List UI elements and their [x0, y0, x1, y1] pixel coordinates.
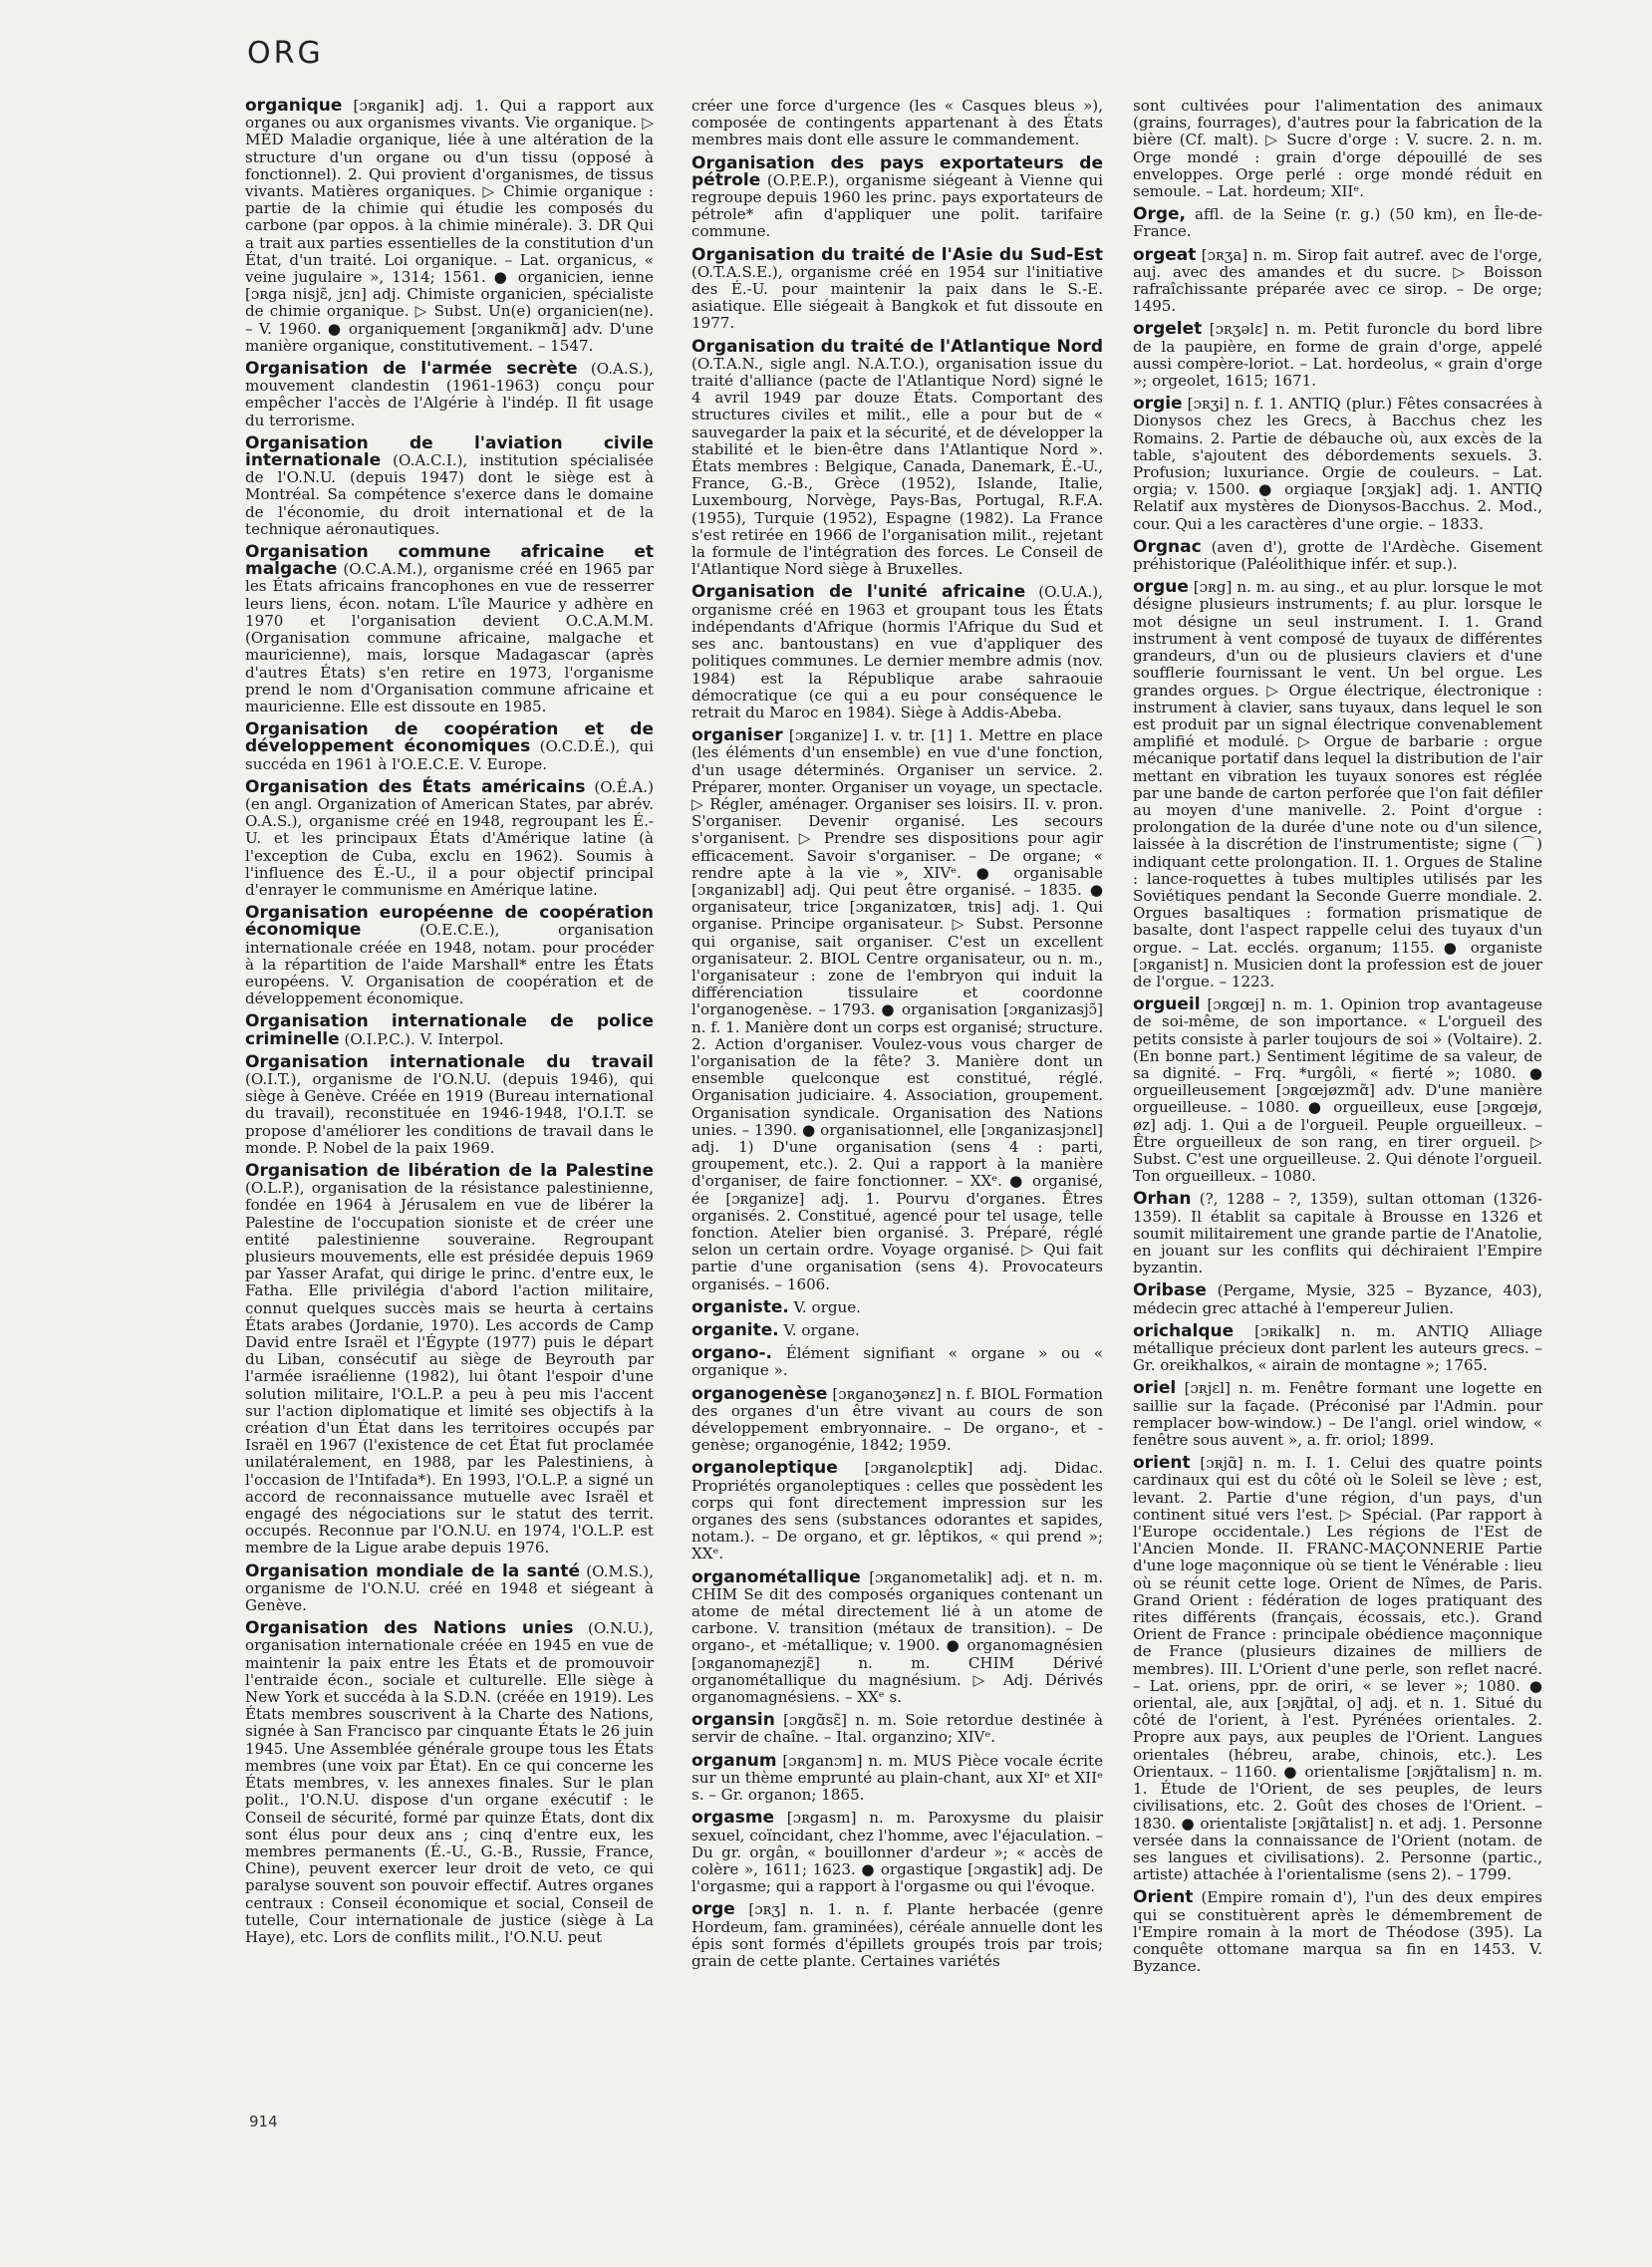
entry-text: [ɔʀgœj] n. m. 1. Opinion trop avantageuse de soi-même, de son importance. « L'orgueil des petits consiste à parler toujours de soi » (Voltaire). 2. (En bonne part.) Sentiment légitime de sa valeur, de sa dignité. – Frq. *urgôli, « fierté »; 1080. ● orgueilleusement [ɔʀgœjøzmɑ̃] adv. D'une manière orgueilleuse. – 1080. ● orgueilleux, euse [ɔʀgœjø, øz] adj. 1. Qui a de l'orgueil. Peuple orgueilleux. – Être orgueilleux de son rang, en tirer orgueil. ▷ Subst. C'est une orgueilleuse. 2. Qui dénote l'orgueil. Ton orgueilleux. – 1080. — [1133, 995, 1542, 1186]
page-number: 914 — [249, 2113, 278, 2130]
entry-text: sont cultivées pour l'alimentation des animaux (grains, fourrages), d'autres pour la fabrication de la bière (Cf. malt). ▷ Sucre d'orge : V. sucre. 2. n. m. Orge mondé : grain d'orge dépouillé de ses enveloppes. Orge perlé : orge mondé réduit en semoule. – Lat. hordeum; XIIᵉ. — [1133, 98, 1542, 201]
dictionary-entry — [1133, 1282, 1542, 1316]
entry-text: Élément signifiant « organe » ou « organique ». — [691, 1344, 1103, 1380]
dictionary-entry — [691, 1750, 1103, 1805]
entry-text: V. orgue. — [788, 1297, 861, 1316]
dictionary-entry — [245, 98, 654, 355]
entry-text: (O.U.A.), organisme créé en 1963 et groupant tous les États indépendants d'Afrique (hormis l'Afrique du Sud et ses anc. bantoustans) en vue d'appliquer des politiques communes. Le dernier membre admis (nov. 1984) est la République arabe sahraouie démocratique (ce qui a eu pour conséquence le retrait du Maroc en 1984). Siège à Addis-Abeba. — [691, 583, 1103, 721]
entry-headword: Organisation de libération de la Palestine — [245, 1160, 654, 1181]
entry-headword: organiser — [691, 725, 783, 746]
entry-headword: organoleptique — [691, 1458, 838, 1479]
entry-headword: orgue — [1133, 577, 1189, 598]
entry-headword: organite. — [691, 1320, 779, 1341]
entry-text: [ɔʀg] n. m. au sing., et au plur. lorsque le mot désigne plusieurs instruments; f. au plur. lorsque le mot désigne un seul instrument. I. 1. Grand instrument à vent composé de tuyaux de différentes grandeurs, d'un ou de plusieurs claviers et d'une soufflerie fournissant le vent. Un bel orgue. Les grandes orgues. ▷ Orgue électrique, électronique : instrument à clavier, sans tuyaux, dans lequel le son est produit par un signal électrique convenablement amplifié et modulé. ▷ Orgue de barbarie : orgue mécanique portatif dans lequel la distribution de l'air mettant en vibration les tuyaux sonores est réglée par une bande de carton perforée que l'on fait défiler au moyen d'une manivelle. 2. Point d'orgue : prolongation de la durée d'une note ou d'un silence, laissée à la discrétion de l'instrumentiste; signe (⌒) indiquant cette prolongation. II. 1. Orgues de Staline : lance-roquettes à tubes multiples utilisés par les Soviétiques pendant la Seconde Guerre mondiale. 2. Orgues basaltiques : formation prismatique de basalte, dont l'aspect rappelle celui des tuyaux d'un orgue. – Lat. ecclés. organum; 1155. ● organiste [ɔʀganist] n. Musicien dont la profession est de jouer de l'orgue. – 1223. — [1133, 578, 1542, 991]
entry-headword: orgueil — [1133, 994, 1201, 1015]
dictionary-entry — [1133, 1380, 1542, 1449]
entry-headword: Organisation des pays exportateurs de pétrole — [691, 152, 1103, 190]
entry-headword: organique — [245, 98, 343, 116]
dictionary-entry — [245, 721, 654, 773]
entry-text: (Pergame, Mysie, 325 – Byzance, 403), médecin grec attaché à l'empereur Julien. — [1133, 1281, 1542, 1317]
dictionary-entry — [691, 1460, 1103, 1562]
entry-headword: Organisation commune africaine et malgache — [245, 542, 654, 580]
dictionary-entry — [691, 1566, 1103, 1707]
dictionary-entry — [1133, 1320, 1542, 1375]
entry-text: [ɔʀganoʒənɛz] n. f. BIOL Formation des organes d'un être vivant au cours de son développement embryonnaire. – De organo-, et -genèse; organogénie, 1842; 1959. — [691, 1384, 1103, 1455]
entry-headword: organo-. — [691, 1343, 772, 1364]
entry-headword: organiste. — [691, 1296, 789, 1317]
entry-text: (O.P.E.P.), organisme siégeant à Vienne qui regroupe depuis 1960 les princ. pays exportateurs de pétrole* afin d'appliquer une polit. tarifaire commune. — [691, 170, 1103, 241]
dictionary-entry — [691, 1322, 1103, 1339]
entry-headword: orient — [1133, 1453, 1191, 1474]
dictionary-entry — [691, 152, 1103, 241]
dictionary-entry — [245, 905, 654, 1007]
entry-text: (aven d'), grotte de l'Ardèche. Gisement préhistorique (Paléolithique infér. et sup.). — [1133, 537, 1542, 574]
entry-headword: Organisation de l'unité africaine — [691, 582, 1026, 603]
dictionary-entry — [1133, 1191, 1542, 1276]
dictionary-entry — [245, 1013, 654, 1047]
entry-headword: oriel — [1133, 1378, 1177, 1399]
entry-text: (O.C.D.É.), qui succéda en 1961 à l'O.E.C.E. V. Europe. — [245, 737, 654, 773]
entry-headword: Organisation de l'armée secrète — [245, 359, 578, 380]
entry-text: [ɔʀganik] adj. 1. Qui a rapport aux organes ou aux organismes vivants. Vie organique. ▷ MÉD Maladie organique, liée à une altération de la structure d'un organe ou d'un tissu (opposé à fonctionnel). 2. Qui provient d'organismes, de tissus vivants. Matières organiques. ▷ Chimie organique : partie de la chimie qui étudie les composés du carbone (par oppos. à la chimie minérale). 3. DR Qui a trait aux parties essentielles de la constitution d'un État, d'un traité. Loi organique. – Lat. organicus, « veine jugulaire », 1314; 1561. ● organicien, ienne [ɔʀga nisjɛ̃, jɛn] adj. Chimiste organicien, spécialiste de chimie organique. ▷ Subst. Un(e) organicien(ne). – V. 1960. ● organiquement [ɔʀganikmɑ̃] adv. D'une manière organique, constitutivement. – 1547. — [245, 98, 654, 355]
dictionary-entry — [1133, 321, 1542, 390]
entry-text: [ɔʀganometalik] adj. et n. m. CHIM Se dit des composés organiques contenant un atome de métal directement lié à un atome de carbone. V. transition (métaux de transition). – De organo-, et -métallique; v. 1900. ● organomagnésien [ɔʀganomaɲezjɛ̃] n. m. CHIM Dérivé organométallique du magnésium. ▷ Adj. Dérivés organomagnésiens. – XXᵉ s. — [691, 1567, 1103, 1707]
entry-headword: Organisation de coopération et de développement économiques — [245, 719, 654, 757]
dictionary-entry — [245, 1620, 654, 1946]
entry-headword: Organisation de l'aviation civile internationale — [245, 432, 654, 471]
dictionary-entry — [245, 544, 654, 715]
entry-headword: Organisation européenne de coopération économique — [245, 903, 654, 941]
dictionary-entry — [691, 1345, 1103, 1379]
dictionary-entry — [691, 98, 1103, 149]
dictionary-entry — [1133, 1455, 1542, 1883]
dictionary-entry — [1133, 1889, 1542, 1975]
entry-text: V. organe. — [778, 1321, 860, 1340]
entry-text: [ɔʀgasm] n. m. Paroxysme du plaisir sexuel, coïncidant, chez l'homme, avec l'éjaculation. – Du gr. orgân, « bouillonner d'ardeur »; « accès de colère », 1611; 1623. ● orgastique [ɔʀgastik] adj. De l'orgasme; qui a rapport à l'orgasme ou qui l'évoque. — [691, 1809, 1103, 1896]
entry-headword: orgelet — [1133, 319, 1203, 340]
dictionary-entry — [245, 1160, 654, 1558]
entry-text: affl. de la Seine (r. g.) (50 km), en Île-de-France. — [1133, 205, 1542, 241]
entry-text: [ɔʀʒa] n. m. Sirop fait autref. avec de l'orge, auj. avec des amandes et du sucre. ▷ Boisson rafraîchissante préparée avec ce sirop. – De orge; 1495. — [1133, 245, 1542, 316]
entry-headword: Organisation internationale du travail — [245, 1051, 654, 1072]
dictionary-entry — [691, 584, 1103, 721]
dictionary-entry — [1133, 536, 1542, 574]
entry-text: (?, 1288 – ?, 1359), sultan ottoman (1326-1359). Il établit sa capitale à Brousse en 1326 et soumit militairement une grande partie de l'Anatolie, en jouant sur les conflits qui déchiraient l'Empire byzantin. — [1133, 1190, 1542, 1277]
entry-headword: Oribase — [1133, 1280, 1207, 1301]
entry-text: (O.É.A.) (en angl. Organization of American States, par abrév. O.A.S.), organisme créé en 1948, regroupant les É.-U. et les principaux États d'Amérique latine (à l'exception de Cuba, exclu en 1962). Soumis à l'influence des É.-U., il a pour objectif principal d'enrayer le communisme en Amérique latine. — [245, 777, 654, 899]
entry-text: [ɔʀʒəlɛ] n. m. Petit furoncle du bord libre de la paupière, en forme de grain d'orge, appelé aussi compère-loriot. – Lat. hordeolus, « grain d'orge »; orgeolet, 1615; 1671. — [1133, 320, 1542, 391]
entry-headword: Organisation des États américains — [245, 776, 586, 797]
page-guide-word: ORG — [247, 36, 324, 71]
column-2 — [691, 98, 1103, 2101]
entry-text: créer une force d'urgence (les « Casques bleus »), composée de contingents appartenant à des États membres mais dont elle assure le commandement. — [691, 98, 1103, 149]
dictionary-entry — [691, 1296, 1103, 1317]
entry-headword: organsin — [691, 1710, 775, 1731]
dictionary-entry — [1133, 244, 1542, 316]
dictionary-entry — [1133, 206, 1542, 240]
entry-headword: Orient — [1133, 1887, 1194, 1908]
entry-text: (O.N.U.), organisation internationale créée en 1945 en vue de maintenir la paix entre les États et de promouvoir l'entraide écon., sociale et culturelle. Elle siège à New York et succéda à la S.D.N. (créée en 1919). Les États membres souscrivent à la Charte des Nations, signée à San Francisco par cinquante États le 26 juin 1945. Une Assemblée générale groupe tous les États membres (une voix par État). En ce qui concerne les États membres, v. les annexes finales. Sur le plan polit., l'O.N.U. dispose d'un organe exécutif : le Conseil de sécurité, formé par quinze États, dont dix sont élus pour deux ans ; cinq d'entre eux, les membres permanents (É.-U., G.-B., Russie, France, Chine), peuvent exercer leur droit de veto, ce qui paralyse souvent son pouvoir effectif. Autres organes centraux : Conseil économique et social, Conseil de tutelle, Cour internationale de justice (siège à La Haye), etc. Lors de conflits milit., l'O.N.U. peut — [245, 1619, 654, 1946]
entry-text: [ɔʀjɛl] n. m. Fenêtre formant une logette en saillie sur la façade. (Préconisé par l'Admin. pour remplacer bow-window.) – De l'angl. oriel window, « fenêtre sous auvent », a. fr. oriol; 1899. — [1133, 1379, 1542, 1450]
entry-headword: orgie — [1133, 394, 1183, 415]
entry-text: [ɔʀganɔm] n. m. MUS Pièce vocale écrite sur un thème emprunté au plain-chant, aux XIᵉ et XIIᵉ s. – Gr. organon; 1865. — [691, 1751, 1103, 1805]
entry-headword: organum — [691, 1750, 777, 1771]
entry-text: [ɔʀʒi] n. f. 1. ANTIQ (plur.) Fêtes consacrées à Dionysos chez les Grecs, à Bacchus chez les Romains. 2. Partie de débauche où, aux excès de la table, s'ajoutent des débordements sexuels. 3. Profusion; luxuriance. Orgie de couleurs. – Lat. orgia; v. 1500. ● orgiaque [ɔʀʒjak] adj. 1. ANTIQ Relatif aux mystères de Dionysos-Bacchus. 2. Mod., cour. Qui a les caractères d'une orgie. – 1833. — [1133, 395, 1542, 533]
entry-text: (O.T.A.N., sigle angl. N.A.T.O.), organisation issue du traité d'alliance (pacte de l'Atlantique Nord) signé le 4 avril 1949 par douze États. Comportant des structures civiles et milit., elle a pour but de « sauvegarder la paix et la sécurité, et de développer la stabilité et le bien-être dans l'Atlantique Nord ». États membres : Belgique, Canada, Danemark, É.-U., France, G.-B., Grèce (1952), Islande, Italie, Luxembourg, Norvège, Pays-Bas, Portugal, R.F.A. (1955), Turquie (1952), Espagne (1982). La France s'est retirée en 1966 de l'organisation milit., rejetant la formule de l'intégration des forces. Le Conseil de l'Atlantique Nord siège à Bruxelles. — [691, 354, 1103, 579]
entry-text: (O.M.S.), organisme de l'O.N.U. créé en 1948 et siégeant à Genève. — [245, 1561, 654, 1615]
entry-text: [ɔʀjɑ̃] n. m. I. 1. Celui des quatre points cardinaux qui est du côté où le Soleil se lève ; est, levant. 2. Partie d'une région, d'un pays, d'un continent situé vers l'est. ▷ Spécial. (Par rapport à l'Europe occidentale.) Les régions de l'Est de l'Ancien Monde. II. FRANC-MAÇONNERIE Partie d'une loge maçonnique où se tient le Vénérable : lieu où se réunit cette loge. Orient de Nîmes, de Paris. Grand Orient : fédération de loges pratiquant des rites différents (français, écossais, etc.). Grand Orient de France : principale obédience maçonnique de France (plusieurs dizaines de milliers de membres). III. L'Orient d'une perle, son reflet nacré. – Lat. oriens, ppr. de oriri, « se lever »; 1080. ● oriental, ale, aux [ɔʀjɑ̃tal, o] adj. et n. 1. Situé du côté de l'orient, à l'est. Pyrénées orientales. 2. Propre aux pays, aux peuples de l'Orient. Langues orientales (hébreu, arabe, chinois, etc.). Les Orientaux. – 1160. ● orientalisme [ɔʀjɑ̃talism] n. m. 1. Étude de l'Orient, de ses peuples, de leurs civilisations, etc. 2. Goût des choses de l'Orient. – 1830. ● orientaliste [ɔʀjɑ̃talist] n. et adj. 1. Personne versée dans la connaissance de l'Orient (notam. de ses langues et civilisations). 2. Personne (partic., artiste) attachée à l'orientalisme (sens 2). – 1799. — [1133, 1454, 1542, 1884]
dictionary-entry — [691, 727, 1103, 1293]
column-3 — [1133, 98, 1542, 2101]
entry-headword: Organisation du traité de l'Atlantique Nord — [691, 336, 1103, 357]
entry-headword: organogenèse — [691, 1383, 828, 1404]
entry-text: (O.A.C.I.), institution spécialisée de l'O.N.U. (depuis 1947) dont le siège est à Montréal. Sa compétence s'exerce dans le domaine de l'économie, du droit international et de la technique aéronautiques. — [245, 451, 654, 538]
entry-text: [ɔʀganolɛptik] adj. Didac. Propriétés organoleptiques : celles que possèdent les corps qui font directement impression sur les organes des sens (substances odorantes et sapides, notam.). – De organo, et gr. lêptikos, « qui prend »; XXᵉ. — [691, 1459, 1103, 1563]
entry-headword: Orhan — [1133, 1189, 1192, 1210]
dictionary-entry — [691, 1712, 1103, 1746]
entry-text: (O.I.T.), organisme de l'O.N.U. (depuis 1946), qui siège à Genève. Créée en 1919 (Bureau international du travail), reconstituée en 1946-1948, l'O.I.T. se propose d'améliorer les conditions de travail dans le monde. P. Nobel de la paix 1969. — [245, 1069, 654, 1157]
dictionary-entry — [691, 1383, 1103, 1455]
dictionary-entry — [691, 244, 1103, 333]
entry-text: [ɔʀikalk] n. m. ANTIQ Alliage métallique précieux dont parlent les auteurs grecs. – Gr. oreikhalkos, « airain de montagne »; 1765. — [1133, 1321, 1542, 1375]
entry-headword: Organisation des Nations unies — [245, 1618, 574, 1639]
entry-text: [ɔʀganize] I. v. tr. [1] 1. Mettre en place (les éléments d'un ensemble) en vue d'une fonction, d'un usage déterminés. Organiser un service. 2. Préparer, monter. Organiser un voyage, un spectacle. ▷ Régler, aménager. Organiser ses loisirs. II. v. pron. S'organiser. Devenir organisé. Les secours s'organisent. ▷ Prendre ses dispositions pour agir efficacement. Savoir s'organiser. – De organe; « rendre apte à la vie », XIVᵉ. ● organisable [ɔʀganizabl] adj. Qui peut être organisé. – 1835. ● organisateur, trice [ɔʀganizatœʀ, tʀis] adj. 1. Qui organise. Principe organisateur. ▷ Subst. Personne qui organise, sait organiser. C'est un excellent organisateur. 2. BIOL Centre organisateur, ou n. m., l'organisateur : zone de l'embryon qui induit la différenciation tissulaire et coordonne l'organogenèse. – 1793. ● organisation [ɔʀganizasjɔ̃] n. f. 1. Manière dont un corps est organisé; structure. 2. Action d'organiser. Voulez-vous vous charger de l'organisation de la fête? 3. Manière dont un ensemble quelconque est constitué, réglé. Organisation judiciaire. 4. Association, groupement. Organisation syndicale. Organisation des Nations unies. – 1390. ● organisationnel, elle [ɔʀganizasjɔnɛl] adj. 1) D'une organisation (sens 4 : parti, groupement, etc.). 2. Qui a rapport à la manière d'organiser, de faire fonctionner. – XXᵉ. ● organisé, ée [ɔʀganize] adj. 1. Pourvu d'organes. Êtres organisés. 2. Constitué, agencé pour tel usage, telle fonction. Atelier bien organisé. 3. Préparé, réglé selon un certain ordre. Voyage organisé. ▷ Qui fait partie d'une organisation (sens 4). Provocateurs organisés. – 1606. — [691, 726, 1103, 1293]
dictionary-entry — [691, 336, 1103, 579]
dictionary-entry — [1133, 579, 1542, 991]
entry-text: (O.T.A.S.E.), organisme créé en 1954 sur l'initiative des É.-U. pour maintenir la paix dans le S.-E. asiatique. Elle siégeait à Bangkok et fut dissoute en 1977. — [691, 262, 1103, 333]
entry-text: [ɔʀgɑ̃sɛ̃] n. m. Soie retordue destinée à servir de chaîne. – Ital. organzino; XIVᵉ. — [691, 1711, 1103, 1747]
dictionary-entry — [245, 361, 654, 429]
dictionary-entry — [691, 1901, 1103, 1970]
entry-text: (O.L.P.), organisation de la résistance palestinienne, fondée en 1964 à Jérusalem en vue de libérer la Palestine de l'occupation sioniste et de créer une entité palestinienne souveraine. Regroupant plusieurs mouvements, elle est présidée depuis 1969 par Yasser Arafat, qui dirige le princ. d'entre eux, le Fatha. Elle privilégia d'abord l'action militaire, connut quelques succès mais se heurta à certains États arabes (Jordanie, 1970). Les accords de Camp David entre Israël et l'Égypte (1977) puis le départ du Liban, consécutif au siège de Beyrouth par l'armée israélienne (1982), lui ôtant l'espoir d'une solution militaire, l'O.L.P. a peu à peu mis l'accent sur l'action diplomatique et limité ses objectifs à la création d'un État dans les territoires occupés par Israël en 1967 (l'existence de cet État fut proclamée unilatéralement, en 1988, par les Palestiniens, à l'occasion de l'Intifada*). En 1993, l'O.L.P. a signé un accord de reconnaissance mutuelle avec Israël et engagé des négociations sur le statut des territ. occupés. Reconnue par l'O.N.U. en 1974, l'O.L.P. est membre de la Ligue arabe depuis 1976. — [245, 1179, 654, 1558]
dictionary-entry — [1133, 996, 1542, 1185]
entry-headword: Organisation du traité de l'Asie du Sud-Est — [691, 244, 1103, 265]
dictionary-entry — [1133, 396, 1542, 533]
entry-text: (O.E.C.E.), organisation internationale créée en 1948, notam. pour procéder à la répartition de l'aide Marshall* entre les États européens. V. Organisation de coopération et de développement économique. — [245, 921, 654, 1008]
dictionary-entry — [245, 432, 654, 538]
dictionary-entry — [245, 776, 654, 899]
entry-headword: orgeat — [1133, 244, 1197, 265]
entry-headword: orichalque — [1133, 1320, 1235, 1341]
entry-text: (O.I.P.C.). V. Interpol. — [339, 1029, 504, 1048]
dictionary-entry — [245, 1051, 654, 1157]
column-1 — [245, 98, 654, 2101]
dictionary-entry — [691, 1810, 1103, 1895]
entry-headword: Organisation internationale de police criminelle — [245, 1011, 654, 1049]
entry-headword: Organisation mondiale de la santé — [245, 1560, 580, 1581]
dictionary-entry — [1133, 98, 1542, 200]
entry-text: (O.A.S.), mouvement clandestin (1961-1963) conçu pour empêcher l'accès de l'Algérie à l'indép. Il fit usage du terrorisme. — [245, 360, 654, 429]
entry-text: [ɔʀʒ] n. 1. n. f. Plante herbacée (genre Hordeum, fam. graminées), céréale annuelle dont les épis sont formés d'épillets groupés trois par trois; grain de cette plante. Certaines variétés — [691, 1900, 1103, 1970]
entry-headword: organométallique — [691, 1566, 861, 1587]
entry-headword: orgasme — [691, 1808, 775, 1829]
entry-headword: Orgnac — [1133, 536, 1202, 557]
dictionary-entry — [245, 1560, 654, 1615]
entry-text: (Empire romain d'), l'un des deux empires qui se constituèrent après le démembrement de l'Empire romain à la mort de Théodose (395). La conquête ottomane marqua sa fin en 1453. V. Byzance. — [1133, 1888, 1542, 1976]
entry-headword: orge — [691, 1899, 735, 1920]
entry-headword: Orge, — [1133, 204, 1186, 225]
entry-text: (O.C.A.M.), organisme créé en 1965 par les États africains francophones en vue de resserrer leurs liens, écon. notam. L'île Maurice y adhère en 1970 et l'organisation devient O.C.A.M.M. (Organisation commune africaine, malgache et mauricienne), mais, lorsque Madagascar (après d'autres États) s'en retire en 1973, l'organisme prend le nom d'Organisation commune africaine et mauricienne. Elle est dissoute en 1985. — [245, 560, 654, 715]
